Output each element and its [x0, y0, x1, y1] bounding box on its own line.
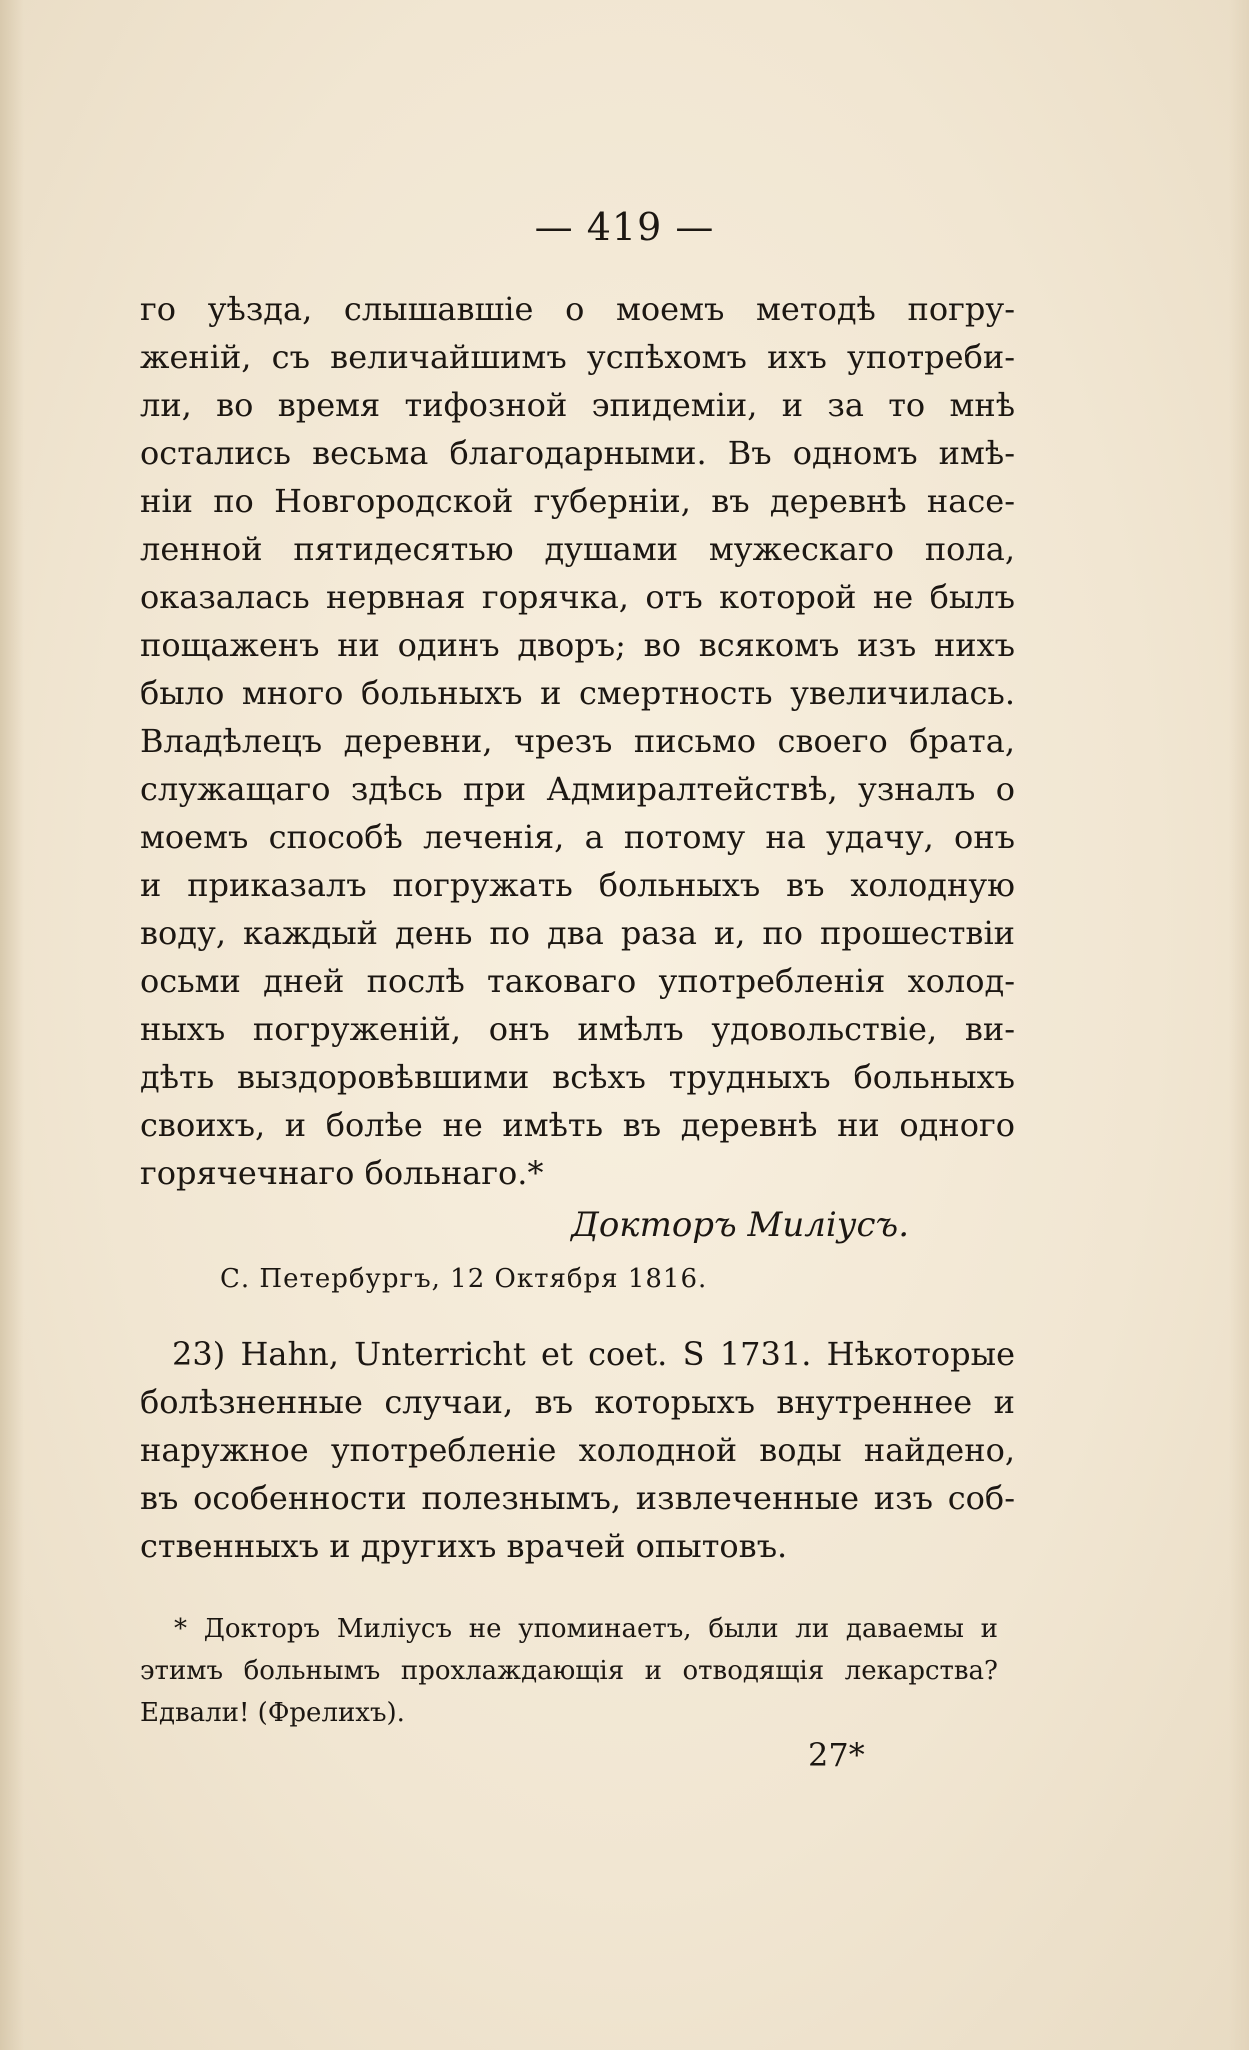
- author-signature: Докторъ Милiусъ.: [571, 1205, 909, 1245]
- text-line: дѣть выздоровѣвшими всѣхъ трудныхъ больныхъ: [140, 1058, 1015, 1096]
- text-line: остались весьма благодарными. Въ одномъ имѣ-: [140, 434, 1015, 472]
- page-edge-shadow-left: [0, 0, 24, 2050]
- text-line: ли, во время тифозной эпидеміи, и за то мнѣ: [140, 386, 1015, 424]
- text-line: болѣзненные случаи, въ которыхъ внутреннее и: [140, 1383, 1015, 1421]
- text-line: осьми дней послѣ таковаго употребленія холод-: [140, 962, 1015, 1000]
- footnote: [140, 1608, 998, 1734]
- text-line: и приказалъ погружать больныхъ въ холодную: [140, 866, 1015, 904]
- text-line: въ особенности полезнымъ, извлеченные изъ соб-: [140, 1479, 1015, 1517]
- text-line: наружное употребленіе холодной воды найдено,: [140, 1431, 1015, 1469]
- footnote-line: этимъ больнымъ прохлаждающія и отводящія лекарства?: [140, 1656, 998, 1686]
- text-line: пощаженъ ни одинъ дворъ; во всякомъ изъ нихъ: [140, 626, 1015, 664]
- text-line: воду, каждый день по два раза и, по прошествіи: [140, 914, 1015, 952]
- footnote-line: * Докторъ Милiусъ не упоминаетъ, были ли даваемы и: [174, 1614, 998, 1644]
- text-line: оказалась нервная горячка, отъ которой не былъ: [140, 578, 1015, 616]
- text-line: моемъ способѣ леченія, а потому на удачу, онъ: [140, 818, 1015, 856]
- text-line: ніи по Новгородской губерніи, въ деревнѣ насе-: [140, 482, 1015, 520]
- text-line: го уѣзда, слышавшіе о моемъ методѣ погру-: [140, 290, 1015, 328]
- printer-signature-mark: 27*: [808, 1736, 865, 1774]
- text-line: 23) Hahn, Unterricht et coet. S 1731. Нѣкоторые: [172, 1335, 1015, 1373]
- text-line: ныхъ погруженій, онъ имѣлъ удовольствіе, ви-: [140, 1010, 1015, 1048]
- text-line: было много больныхъ и смертность увеличилась.: [140, 674, 1015, 712]
- text-line: женій, съ величайшимъ успѣхомъ ихъ употреби-: [140, 338, 1015, 376]
- text-line: горячечнаго больнаго.*: [140, 1154, 544, 1192]
- text-line: служащаго здѣсь при Адмиралтействѣ, узналъ о: [140, 770, 1015, 808]
- page-edge-shadow-right: [1229, 0, 1249, 2050]
- footnote-line: Едвали! (Фрелихъ).: [140, 1698, 405, 1728]
- page-number: — 419 —: [534, 205, 715, 249]
- text-line: Владѣлецъ деревни, чрезъ письмо своего брата,: [140, 722, 1015, 760]
- text-line: ственныхъ и другихъ врачей опытовъ.: [140, 1527, 788, 1565]
- dateline: С. Петербургъ, 12 Октября 1816.: [220, 1264, 708, 1294]
- text-line: своихъ, и болѣе не имѣть въ деревнѣ ни одного: [140, 1106, 1015, 1144]
- main-paragraph: [140, 285, 1015, 1197]
- text-line: ленной пятидесятью душами мужескаго пола,: [140, 530, 1015, 568]
- reference-paragraph: [140, 1330, 1015, 1570]
